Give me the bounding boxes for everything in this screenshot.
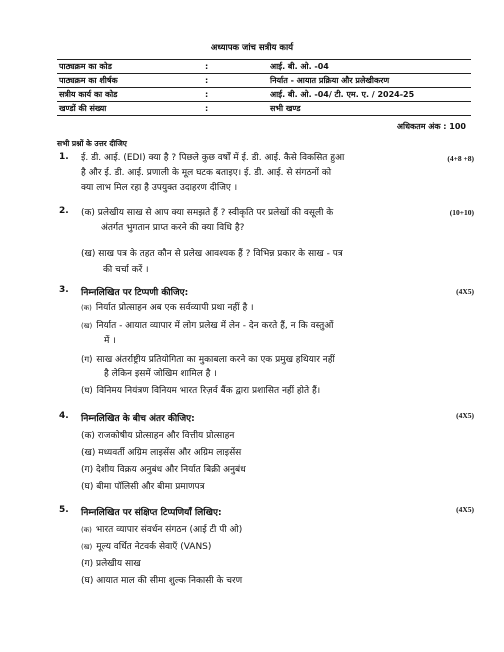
question-number: 1. <box>59 152 69 162</box>
sub-item <box>81 522 242 535</box>
sub-item <box>81 573 242 586</box>
meta-value: आई. बी. ओ. -04 <box>270 62 329 71</box>
sub-item-label: (घ) <box>81 386 93 396</box>
sub-item <box>81 300 254 313</box>
question-text-line: (क) प्रलेखीय साख से आप क्या समझते हैं ? स्वीकृति पर प्रलेखों की वसूली के <box>81 208 334 218</box>
sub-item-text: (ग) प्रलेखीय साख <box>81 559 141 569</box>
sub-item: (क) राजकोषीय प्रोत्साहन और वित्तीय प्रोत्साहन <box>81 431 235 441</box>
question-number: 3. <box>59 285 69 295</box>
question-number: 4. <box>59 411 69 421</box>
sub-item-text: साख अंतर्राष्ट्रीय प्रतियोगिता का मुकाबला करने का एक प्रमुख हथियार नहीं <box>96 355 335 365</box>
meta-row-assignment-code <box>57 89 471 100</box>
instruction: सभी प्रश्नों के उत्तर दीजिए <box>57 139 127 148</box>
question-heading: निम्नलिखित पर टिप्पणी कीजिए: <box>81 288 189 298</box>
question-marks: (4X5) <box>456 287 474 296</box>
meta-colon: : <box>205 76 209 85</box>
question-text-line: क्या लाभ मिल रहा है उपयुक्त उदाहरण दीजिए । <box>81 183 238 193</box>
meta-rule <box>57 87 471 88</box>
meta-value: निर्यात - आयात प्रक्रिया और प्रलेखीकरण <box>270 76 390 85</box>
sub-item-label: (क) <box>81 526 92 534</box>
meta-key: सत्रीय कार्य का कोड <box>59 90 118 99</box>
meta-bottom-rule <box>57 115 471 116</box>
question-marks: (4X5) <box>456 411 474 420</box>
meta-colon: : <box>205 62 209 71</box>
meta-key: खण्डों की संख्या <box>59 104 107 113</box>
question-marks: (4+8 +8) <box>447 154 474 163</box>
sub-item-text: मूल्य वर्धित नेटवर्क सेवाएँ (VANS) <box>96 542 212 552</box>
sub-item: (घ) बीमा पॉलिसी और बीमा प्रमाणपत्र <box>81 482 205 492</box>
sub-item: (ग) देशीय विक्रय अनुबंध और निर्यात बिक्री अनुबंध <box>81 465 246 475</box>
sub-item <box>81 383 320 396</box>
question-text-line: अंतर्गत भुगतान प्राप्त करने की क्या विधि है? <box>101 223 245 233</box>
meta-rule <box>57 73 471 74</box>
max-marks: अधिकतम अंक : 100 <box>396 122 466 131</box>
question-number: 5. <box>59 505 69 515</box>
sub-item <box>81 318 333 331</box>
meta-value: आई. बी. ओ. -04/ टी. एम. ए. / 2024-25 <box>270 90 415 99</box>
sub-item-continuation: में । <box>104 336 116 346</box>
meta-row-blocks <box>57 103 471 114</box>
meta-key: पाठ्यक्रम का कोड <box>59 62 112 71</box>
question-text-line: है और ई. डी. आई. प्रणाली के मूल घटक बताइए। ई. डी. आई. से संगठनों को <box>81 168 332 178</box>
meta-row-course-code <box>57 61 471 72</box>
meta-row-course-title <box>57 75 471 86</box>
sub-item <box>81 352 335 365</box>
sub-item-text: निर्यात - आयात व्यापार में लोग प्रलेख में लेन - देन करते हैं, न कि वस्तुओं <box>96 321 334 331</box>
question-heading: निम्नलिखित के बीच अंतर कीजिए: <box>81 414 195 424</box>
sub-item: (ख) मध्यवर्ती अग्रिम लाइसेंस और अग्रिम लाइसेंस <box>81 448 242 458</box>
question-number: 2. <box>59 206 69 216</box>
sub-item-label: (ग) <box>81 355 93 365</box>
meta-colon: : <box>205 104 209 113</box>
sub-item-text: (घ) आयात माल की सीमा शुल्क निकासी के चरण <box>81 576 243 586</box>
question-text-line: (ख) साख पत्र के तहत कौन से प्रलेख आवश्यक हैं ? विभिन्न प्रकार के साख - पत्र <box>81 249 343 259</box>
question-marks: (4X5) <box>456 505 474 514</box>
meta-value: सभी खण्ड <box>270 104 301 113</box>
question-heading: निम्नलिखित पर संक्षिप्त टिप्पणियाँ लिखिए: <box>81 508 222 518</box>
meta-rule <box>57 101 471 102</box>
question-text-line: ई. डी. आई. (EDI) क्या है ? पिछले कुछ वर्षों में ई. डी. आई. कैसे विकसित हुआ <box>81 153 345 163</box>
sub-item-label: (ख) <box>81 322 93 330</box>
meta-top-rule <box>57 59 471 60</box>
page-title: अध्यापक जांच सत्रीय कार्य <box>210 43 294 53</box>
meta-colon: : <box>205 90 209 99</box>
question-marks: (10+10) <box>449 208 474 217</box>
sub-item-text: निर्यात प्रोत्साहन अब एक सर्वव्यापी प्रथा नहीं है । <box>95 303 254 313</box>
sub-item <box>81 539 211 552</box>
sub-item-text: भारत व्यापार संवर्धन संगठन (आई टी पी ओ) <box>95 525 243 535</box>
sub-item <box>81 556 141 569</box>
meta-key: पाठ्यक्रम का शीर्षक <box>59 76 118 85</box>
sub-item-label: (क) <box>81 304 92 312</box>
sub-item-continuation: है लेकिन इसमें जोखिम शामिल है । <box>104 369 217 379</box>
sub-item-label: (ख) <box>81 543 93 551</box>
question-text-line: की चर्चा करें । <box>103 265 149 275</box>
sub-item-text: विनिमय नियंत्रण विनियम भारत रिज़र्व बैंक द्वारा प्रशासित नहीं होते हैं। <box>96 386 321 396</box>
